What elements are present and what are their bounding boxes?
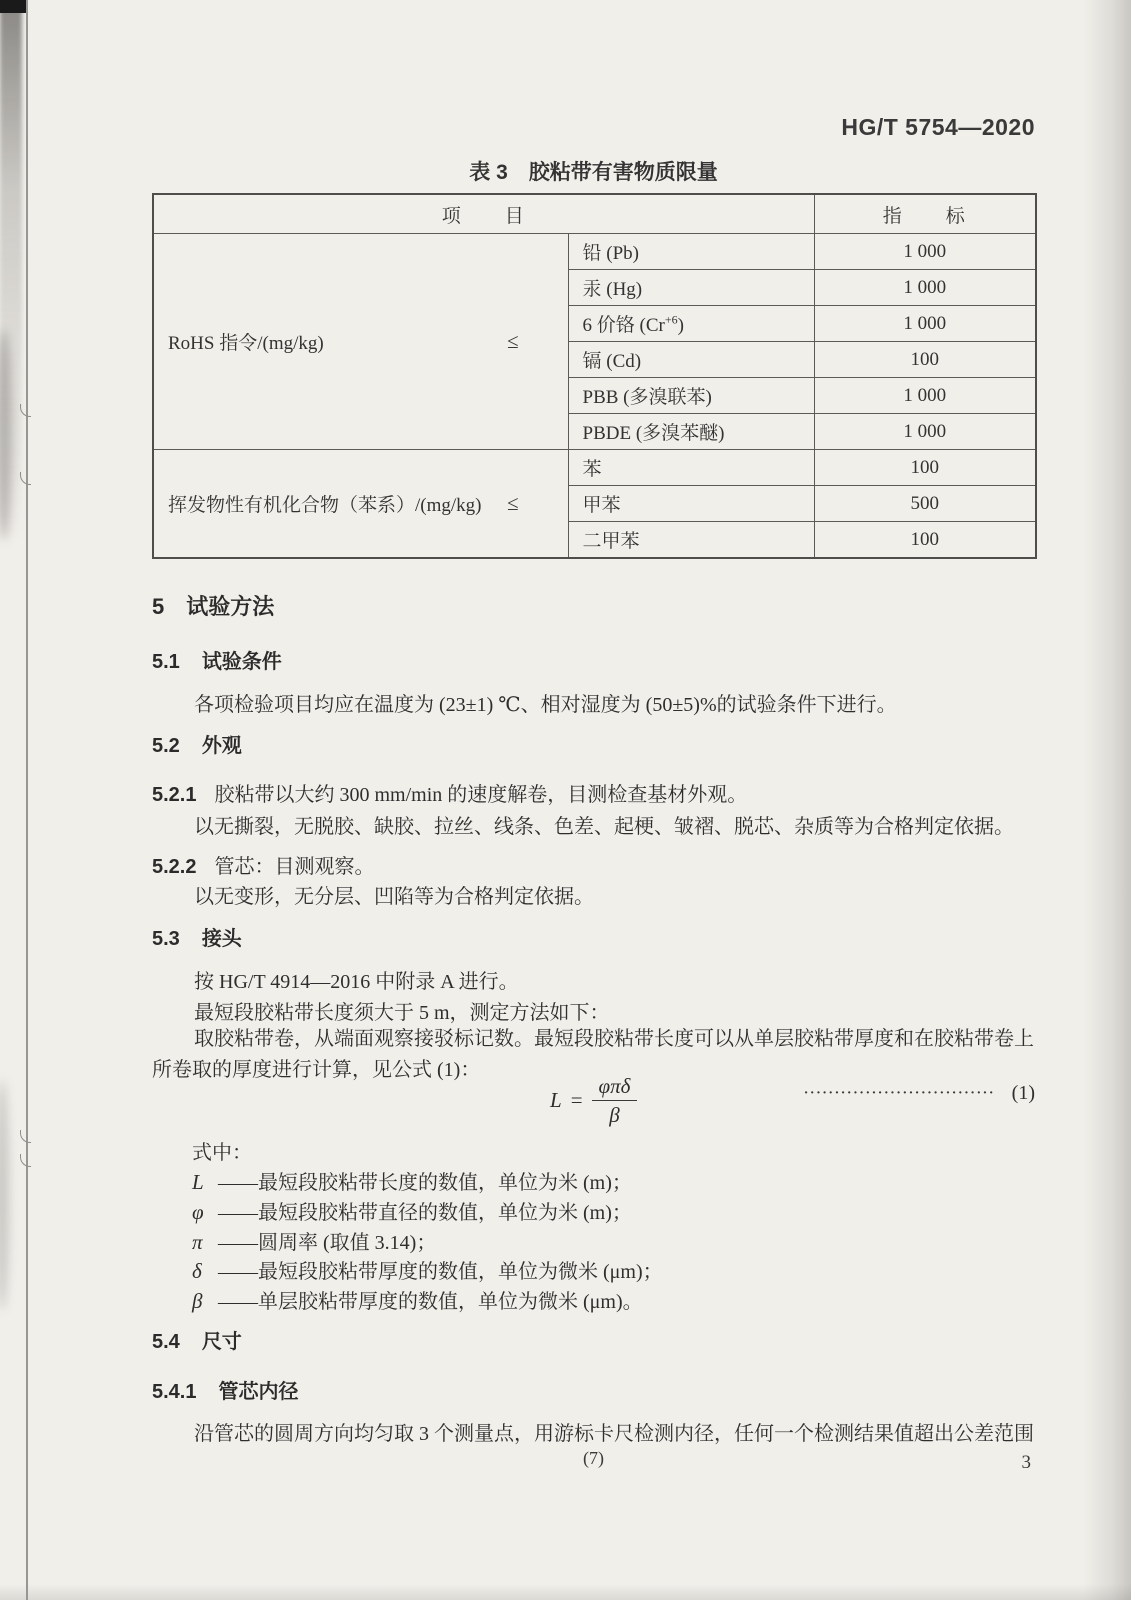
symbol: β [192, 1289, 203, 1313]
section-5-2-2-criteria: 以无变形，无分层、凹陷等为合格判定依据。 [194, 886, 594, 908]
section-5-2-2-line [152, 850, 1035, 879]
definition-text: ——单层胶粘带厚度的数值，单位为微米 (μm)。 [218, 1291, 643, 1313]
page-number: 3 [1021, 1452, 1031, 1473]
section-5-3-paragraph-2: 最短段胶粘带长度须大于 5 m，测定方法如下： [194, 1002, 610, 1024]
formula-definition [152, 1166, 1035, 1195]
table-header-row [153, 194, 1036, 234]
binding-mark [20, 1154, 31, 1167]
limit-cell: 500 [814, 486, 1036, 522]
section-number: 5.4 [152, 1331, 180, 1353]
symbol: L [192, 1170, 204, 1194]
section-5-4-1-paragraph: 沿管芯的圆周方向均匀取 3 个测量点，用游标卡尺检测内径，任何一个检测结果值超出公差范围 [194, 1423, 1034, 1445]
clause-text: 管芯：目测观察。 [214, 856, 375, 878]
voc-group-cell [153, 450, 568, 559]
formula-number: (1) [1011, 1082, 1035, 1104]
substance-cell: 苯 [568, 450, 814, 486]
clause-text: 胶粘带以大约 300 mm/min 的速度解卷，目测检查基材外观。 [214, 784, 748, 806]
column-header-item: 项 目 [153, 194, 814, 234]
page-right-edge-shadow [1083, 0, 1131, 1600]
section-title: 接头 [201, 928, 242, 950]
column-header-index: 指 标 [814, 194, 1036, 234]
fraction-numerator: φπδ [592, 1074, 638, 1101]
section-title: 尺寸 [201, 1331, 242, 1353]
substance-cell: 镉 (Cd) [568, 342, 814, 378]
spine-smudge-lower [0, 1080, 9, 1310]
formula-definition [152, 1285, 1035, 1314]
limit-cell: 100 [814, 450, 1036, 486]
substance-cell [568, 306, 814, 342]
substance-text: 6 价铬 (Cr [582, 315, 665, 336]
section-title: 试验条件 [201, 651, 282, 673]
limit-cell: 100 [814, 342, 1036, 378]
limit-cell: 1 000 [814, 306, 1036, 342]
table-row [153, 234, 1036, 270]
section-5-2-1-line [152, 778, 1035, 807]
section-number: 5.2 [152, 735, 180, 757]
section-5-heading [152, 590, 1035, 621]
section-5-2-heading [152, 729, 1035, 758]
less-equal-symbol: ≤ [506, 329, 519, 353]
section-title: 试验方法 [186, 594, 275, 619]
section-5-3-paragraph-1: 按 HG/T 4914—2016 中附录 A 进行。 [194, 971, 519, 993]
section-number: 5.3 [152, 928, 180, 950]
section-5-4-1-heading [152, 1375, 1035, 1404]
dotted-leader: ······························· [803, 1086, 995, 1101]
section-number: 5.2.2 [152, 856, 197, 878]
section-number: 5.4.1 [152, 1381, 197, 1403]
section-5-1-paragraph: 各项检验项目均应在温度为 (23±1) ℃、相对湿度为 (50±5)%的试验条件下进行。 [194, 694, 897, 716]
symbol: φ [192, 1200, 204, 1224]
section-number: 5.1 [152, 651, 180, 673]
formula-expression [550, 1074, 637, 1127]
definition-text: ——最短段胶粘带厚度的数值，单位为微米 (μm)； [218, 1261, 663, 1283]
substance-text: ) [677, 315, 684, 336]
formula-1 [152, 1070, 1035, 1132]
definition-text: ——最短段胶粘带直径的数值，单位为米 (m)； [218, 1202, 632, 1224]
definition-text: ——圆周率 (取值 3.14)； [218, 1232, 437, 1254]
substance-cell: PBDE (多溴苯醚) [568, 414, 814, 450]
formula-definition [152, 1226, 1035, 1255]
page-bottom-edge-shadow [0, 1584, 1131, 1600]
limit-cell: 100 [814, 522, 1036, 559]
hazardous-substances-table [152, 193, 1035, 559]
section-5-2-1-criteria: 以无撕裂，无脱胶、缺胶、拉丝、线条、色差、起梗、皱褶、脱芯、杂质等为合格判定依据。 [194, 816, 1014, 838]
table3-title: 表 3 胶粘带有害物质限量 [469, 161, 718, 184]
symbol: δ [192, 1259, 202, 1283]
rohs-group-label: RoHS 指令/(mg/kg) [168, 333, 324, 354]
section-5-1-heading [152, 645, 1035, 674]
substance-cell: 甲苯 [568, 486, 814, 522]
page-fold-line [26, 0, 28, 1600]
section-number: 5.2.1 [152, 784, 197, 806]
binding-mark [20, 1130, 31, 1143]
substance-cell: PBB (多溴联苯) [568, 378, 814, 414]
table-row [153, 450, 1036, 486]
section-5-3-paragraph-3: 取胶粘带卷，从端面观察接驳标记数。最短段胶粘带长度可以从单层胶粘带厚度和在胶粘带卷上 [194, 1028, 1034, 1050]
substance-cell: 汞 (Hg) [568, 270, 814, 306]
section-title: 管芯内径 [218, 1381, 299, 1403]
limit-cell: 1 000 [814, 234, 1036, 270]
standard-number: HG/T 5754—2020 [841, 114, 1035, 140]
substance-cell: 二甲苯 [568, 522, 814, 559]
equals-sign: = [570, 1088, 583, 1113]
section-5-4-heading [152, 1325, 1035, 1354]
rohs-group-cell [153, 234, 568, 450]
formula-lhs: L [550, 1088, 562, 1113]
less-equal-symbol: ≤ [506, 491, 519, 515]
limit-cell: 1 000 [814, 270, 1036, 306]
symbol: π [192, 1230, 203, 1254]
formula-where-label: 式中： [192, 1142, 252, 1164]
limit-cell: 1 000 [814, 378, 1036, 414]
substance-cell: 铅 (Pb) [568, 234, 814, 270]
fraction [592, 1074, 638, 1127]
limit-cell: 1 000 [814, 414, 1036, 450]
section-title: 外观 [201, 735, 242, 757]
section-number: 5 [152, 594, 165, 619]
section-5-3-heading [152, 922, 1035, 951]
formula-definition [152, 1196, 1035, 1225]
scan-corner-mark [0, 0, 26, 13]
formula-definition [152, 1255, 1035, 1284]
definition-text: ——最短段胶粘带长度的数值，单位为米 (m)； [218, 1172, 632, 1194]
voc-group-label: 挥发物性有机化合物（苯系）/(mg/kg) [168, 495, 482, 516]
section-5-3-paragraph-4: 所卷取的厚度进行计算，见公式 (1)： [152, 1059, 481, 1081]
footer-sheet-number: (7) [583, 1448, 604, 1468]
substance-superscript: +6 [664, 312, 678, 327]
fraction-denominator: β [609, 1103, 620, 1128]
